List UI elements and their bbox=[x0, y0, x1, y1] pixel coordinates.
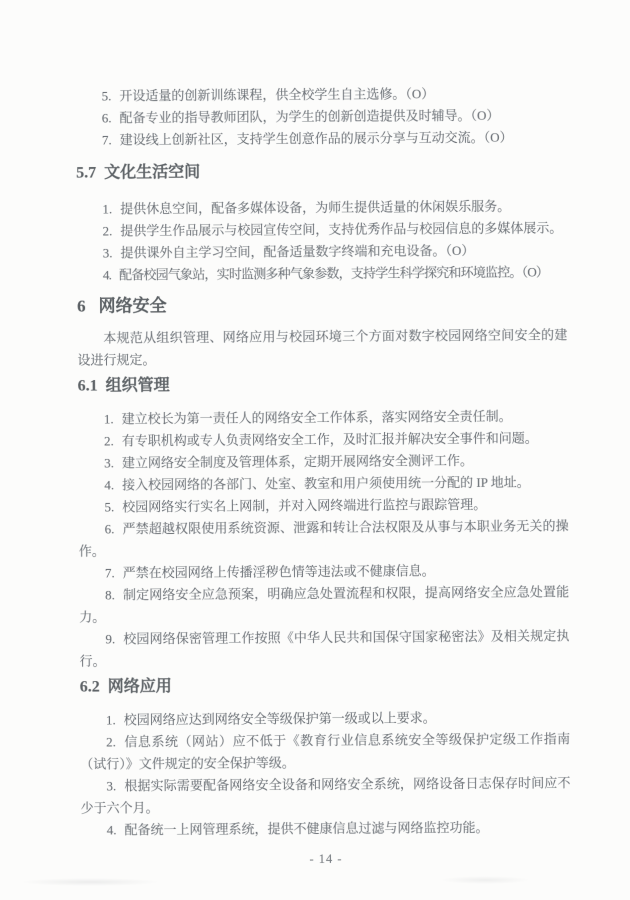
chapter-intro-paragraph: 本规范从组织管理、网络应用与校园环境三个方面对数字校园网络空间安全的建设进行规定。 bbox=[77, 327, 568, 368]
item-number: 3. bbox=[102, 245, 113, 261]
item-number: 4. bbox=[106, 822, 117, 838]
item-number: 1. bbox=[105, 712, 116, 728]
item-text: 有专职机构或专人负责网络安全工作，及时汇报并解决安全事件和问题。 bbox=[121, 430, 538, 449]
section-title: 组织管理 bbox=[105, 377, 170, 395]
item-number: 1. bbox=[102, 201, 113, 217]
item-text: 校园网络应达到网络安全等级保护第一级或以上要求。 bbox=[123, 710, 436, 728]
list-item bbox=[80, 772, 570, 819]
item-text: 建设线上创新社区，支持学生创意作品的展示分享与互动交流。（O） bbox=[119, 129, 513, 148]
scan-smudge bbox=[20, 878, 160, 886]
item-number: 7. bbox=[101, 132, 112, 148]
item-text: 配备专业的指导教师团队，为学生的创新创造提供及时辅导。（O） bbox=[119, 107, 500, 126]
item-number: 5. bbox=[104, 499, 115, 515]
chapter-title: 网络安全 bbox=[98, 296, 167, 316]
item-text: 根据实际需要配备网络安全设备和网络安全系统，网络设备日志保存时间应不少于六个月。 bbox=[80, 775, 571, 816]
section-number: 6.2 bbox=[79, 678, 100, 696]
item-number: 6. bbox=[104, 521, 115, 537]
section-heading-6-1 bbox=[78, 371, 568, 398]
list-item bbox=[77, 261, 567, 286]
item-text: 提供课外自主学习空间，配备适量数字终端和充电设备。（O） bbox=[120, 242, 475, 261]
item-text: 严禁在校园网络上传播淫秽色情等违法或不健康信息。 bbox=[122, 563, 435, 581]
item-number: 7. bbox=[104, 565, 115, 581]
list-item bbox=[78, 471, 568, 496]
item-number: 2. bbox=[106, 734, 116, 750]
list-item bbox=[80, 728, 570, 775]
section-title: 网络应用 bbox=[107, 678, 172, 696]
item-text: 配备统一上网管理系统，提供不健康信息过滤与网络监控功能。 bbox=[124, 819, 489, 838]
chapter-heading-6 bbox=[77, 290, 567, 319]
item-text: 建立校长为第一责任人的网络安全工作体系，落实网络安全责任制。 bbox=[121, 408, 512, 427]
item-number: 2. bbox=[102, 223, 113, 239]
list-item bbox=[78, 427, 568, 452]
item-number: 9. bbox=[105, 631, 116, 647]
section-number: 5.7 bbox=[76, 164, 97, 182]
item-number: 8. bbox=[105, 587, 115, 603]
item-text: 信息系统（网站）应不低于《教育行业信息系统安全等级保护定级工作指南（试行）》文件规定的安全保护等级。 bbox=[80, 731, 571, 772]
item-text: 接入校园网络的各部门、处室、教室和用户须使用统一分配的 IP 地址。 bbox=[122, 474, 530, 493]
list-item bbox=[76, 126, 566, 151]
scan-smudge bbox=[440, 876, 530, 884]
item-number: 6. bbox=[101, 110, 112, 126]
item-number: 3. bbox=[104, 455, 114, 471]
item-text: 严禁超越权限使用系统资源、泄露和转让合法权限及从事与本职业务无关的操作。 bbox=[78, 518, 569, 559]
item-text: 提供休息空间，配备多媒体设备，为师生提供适量的休闲娱乐服务。 bbox=[120, 198, 511, 217]
item-number: 4. bbox=[104, 477, 115, 493]
list-item bbox=[79, 515, 569, 562]
list-item bbox=[79, 581, 569, 628]
item-text: 制定网络安全应急预案，明确应急处置流程和权限，提高网络安全应急处置能力。 bbox=[79, 584, 570, 625]
item-text: 提供学生作品展示与校园宣传空间，支持优秀作品与校园信息的多媒体展示。 bbox=[120, 220, 563, 239]
item-number: 4. bbox=[102, 267, 112, 283]
section-heading-6-2 bbox=[80, 672, 570, 699]
item-text: 建立网络安全制度及管理体系，定期开展网络安全测评工作。 bbox=[121, 452, 473, 471]
list-item bbox=[76, 217, 566, 242]
item-text: 开设适量的创新训练课程，供全校学生自主选修。（O） bbox=[119, 86, 435, 104]
item-number: 3. bbox=[106, 778, 117, 794]
item-text: 校园网络实行实名上网制，并对入网终端进行监控与跟踪管理。 bbox=[122, 496, 487, 515]
page-number: - 14 - bbox=[309, 851, 343, 867]
item-number: 1. bbox=[103, 411, 114, 427]
list-item bbox=[81, 816, 571, 841]
section-heading-5-7 bbox=[76, 158, 566, 185]
section-number: 6.1 bbox=[77, 377, 98, 395]
item-text: 校园网络保密管理工作按照《中华人民共和国保守国家秘密法》及相关规定执行。 bbox=[79, 628, 570, 669]
item-text: 配备校园气象站，实时监测多种气象参数，支持学生科学探究和环境监控。（O） bbox=[118, 264, 549, 283]
item-number: 5. bbox=[101, 88, 112, 104]
item-number: 2. bbox=[103, 433, 114, 449]
section-title: 文化生活空间 bbox=[104, 163, 201, 182]
chapter-number: 6 bbox=[77, 296, 86, 316]
list-item bbox=[79, 625, 569, 672]
